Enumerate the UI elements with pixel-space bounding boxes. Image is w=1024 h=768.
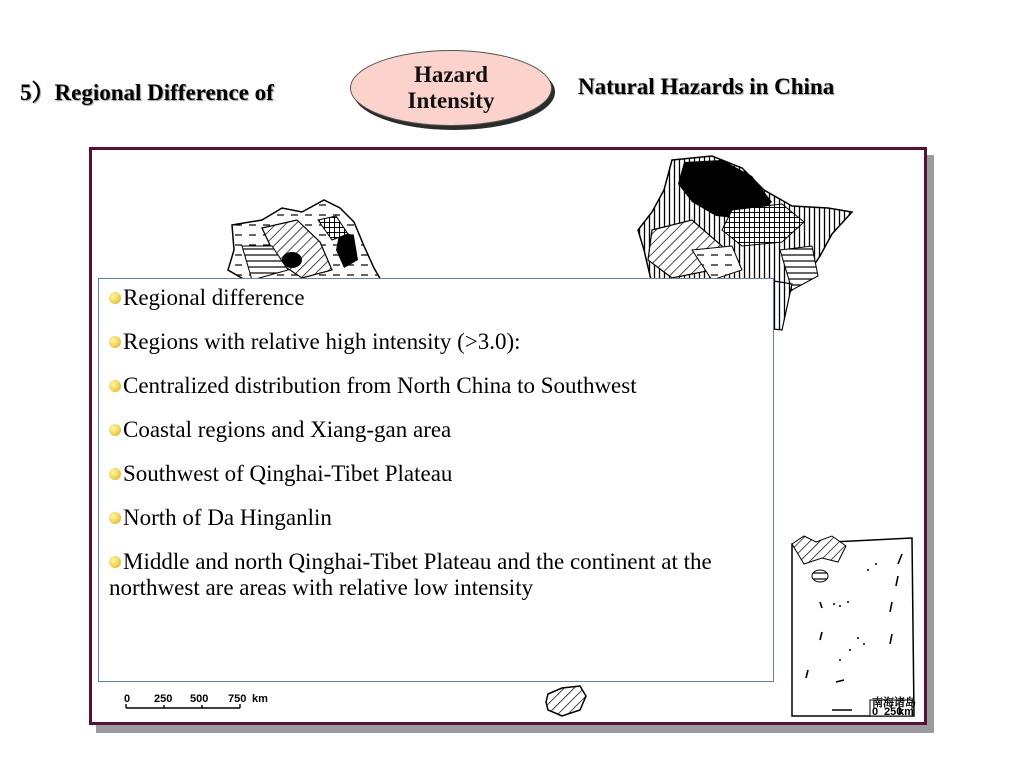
inset-scale-0: 0	[872, 706, 879, 718]
bullet-text: Regional difference	[123, 285, 305, 310]
bullet-dot-icon	[109, 336, 121, 348]
bullet-text: Centralized distribution from North China to Southwest	[123, 373, 637, 398]
bullet-dot-icon	[109, 380, 121, 392]
bullet-dot-icon	[109, 556, 121, 568]
scale-label-km: km	[252, 693, 268, 705]
bullet-text: Middle and north Qinghai-Tibet Plateau and the continent at the northwest are areas with relative low intensity	[109, 549, 712, 600]
bullet-list-box	[98, 278, 774, 682]
scale-label-500: 500	[190, 693, 209, 705]
bullet-text: Coastal regions and Xiang-gan area	[123, 417, 452, 442]
bullet-text: Southwest of Qinghai-Tibet Plateau	[123, 461, 453, 486]
bullet-dot-icon	[109, 468, 121, 480]
bullet-text: North of Da Hinganlin	[123, 505, 332, 530]
badge-line-1: Hazard	[413, 62, 489, 87]
bullet-item	[109, 461, 763, 487]
scale-label-750: 750	[228, 693, 247, 705]
bullet-item	[109, 417, 763, 443]
hazard-intensity-badge	[350, 50, 552, 126]
bullet-dot-icon	[109, 424, 121, 436]
inset-scale-km: km	[898, 706, 914, 718]
badge-line-2: Intensity	[407, 88, 495, 113]
bullet-item	[109, 329, 763, 355]
inset-caption: 南海诸岛	[872, 697, 916, 709]
bullet-item	[109, 549, 763, 601]
bullet-item	[109, 285, 763, 311]
title-left: 5）Regional Difference of	[20, 80, 274, 105]
bullet-dot-icon	[109, 292, 121, 304]
bullet-dot-icon	[109, 512, 121, 524]
scale-label-250: 250	[154, 693, 173, 705]
bullet-text: Regions with relative high intensity (>3.0):	[123, 329, 521, 354]
scale-label-0: 0	[124, 693, 131, 705]
scale-bar	[124, 693, 268, 708]
map-west-region	[228, 200, 382, 284]
hainan-island	[546, 686, 586, 716]
title-right: Natural Hazards in China	[578, 74, 835, 99]
bullet-item	[109, 505, 763, 531]
bullet-item	[109, 373, 763, 399]
inset-scale-250: 250	[884, 706, 903, 718]
south-china-sea-inset	[792, 536, 916, 718]
